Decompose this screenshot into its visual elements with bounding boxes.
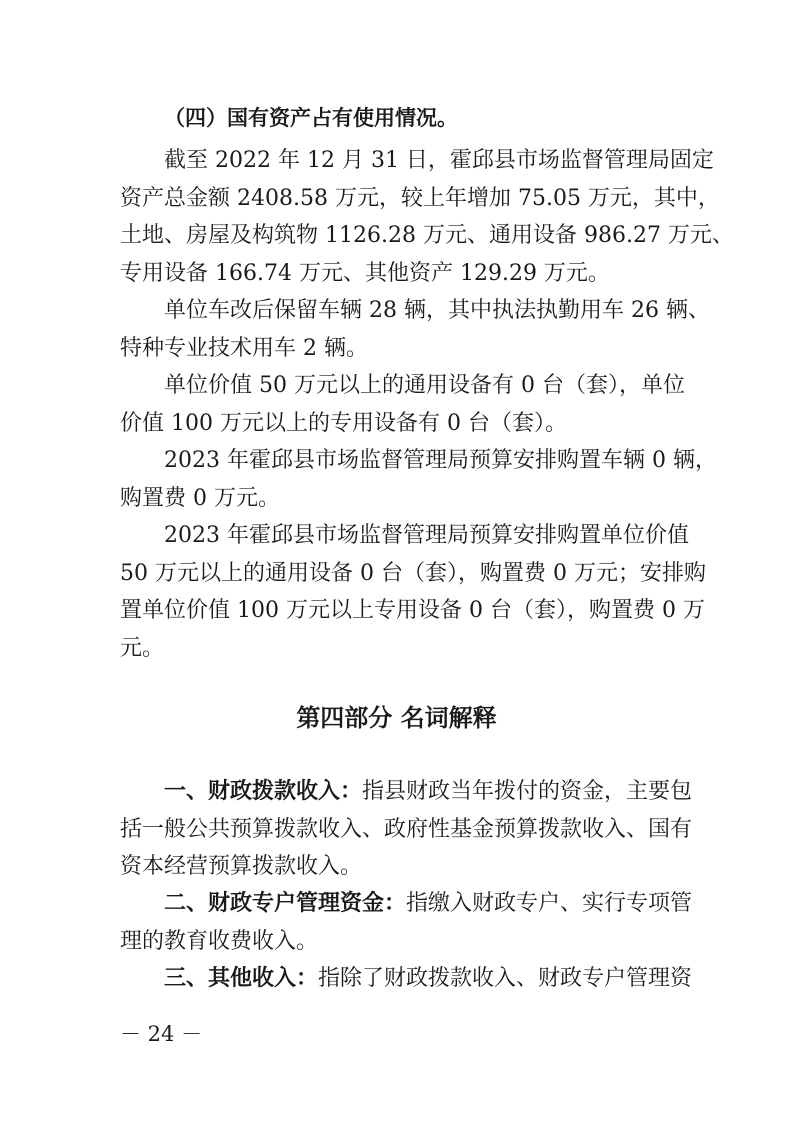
paragraph-equipment-purchase	[120, 517, 706, 667]
definition-special-account	[120, 885, 693, 960]
paragraph-fixed-assets	[120, 142, 734, 292]
page-number: － 24 －	[120, 1022, 203, 1046]
definition-term: 一、财政拨款收入：	[164, 779, 363, 804]
text-line: 土地、房屋及构筑物 1126.28 万元、通用设备 986.27 万元、	[120, 223, 734, 248]
text-line: 括一般公共预算拨款收入、政府性基金预算拨款收入、国有	[120, 816, 693, 842]
text-line: 专用设备 166.74 万元、其他资产 129.29 万元。	[120, 260, 610, 286]
paragraph-vehicles	[120, 292, 710, 367]
definition-text: 指缴入财政专户、实行专项管	[406, 891, 693, 916]
paragraph-equipment-value	[120, 367, 685, 442]
text-line: 2023 年霍邱县市场监督管理局预算安排购置单位价值	[164, 523, 689, 548]
text-line: 单位价值 50 万元以上的通用设备有 0 台（套），单位	[164, 373, 685, 398]
text-line	[120, 885, 693, 923]
definition-term: 三、其他收入：	[164, 966, 319, 991]
text-line: 理的教育收费收入。	[120, 928, 319, 954]
paragraph-vehicle-purchase	[120, 442, 717, 517]
text-line: 价值 100 万元以上的专用设备有 0 台（套）。	[120, 410, 567, 436]
text-line: 资本经营预算拨款收入。	[120, 854, 363, 879]
section-heading: （四）国有资产占有使用情况。	[164, 106, 458, 130]
text-line: 购置费 0 万元。	[120, 485, 280, 511]
definition-text: 指除了财政拨款收入、财政专户管理资	[318, 966, 693, 991]
text-line: 2023 年霍邱县市场监督管理局预算安排购置车辆 0 辆，	[164, 448, 717, 473]
definition-fiscal-appropriation	[120, 773, 693, 886]
definition-text: 指县财政当年拨付的资金，主要包	[362, 779, 693, 804]
definition-other-income	[120, 960, 693, 998]
text-line: 50 万元以上的通用设备 0 台（套），购置费 0 万元；安排购	[120, 560, 706, 586]
text-line: 置单位价值 100 万元以上专用设备 0 台（套），购置费 0 万	[120, 598, 705, 623]
text-line: 资产总金额 2408.58 万元，较上年增加 75.05 万元，其中，	[120, 185, 720, 211]
text-line	[120, 773, 693, 811]
text-line	[120, 960, 693, 998]
text-line: 单位车改后保留车辆 28 辆，其中执法执勤用车 26 辆、	[164, 298, 710, 323]
part-title: 第四部分 名词解释	[296, 704, 497, 732]
definition-term: 二、财政专户管理资金：	[164, 891, 407, 916]
text-line: 元。	[120, 635, 165, 661]
text-line: 特种专业技术用车 2 辆。	[120, 335, 368, 361]
text-line: 截至 2022 年 12 月 31 日，霍邱县市场监督管理局固定	[164, 148, 714, 173]
